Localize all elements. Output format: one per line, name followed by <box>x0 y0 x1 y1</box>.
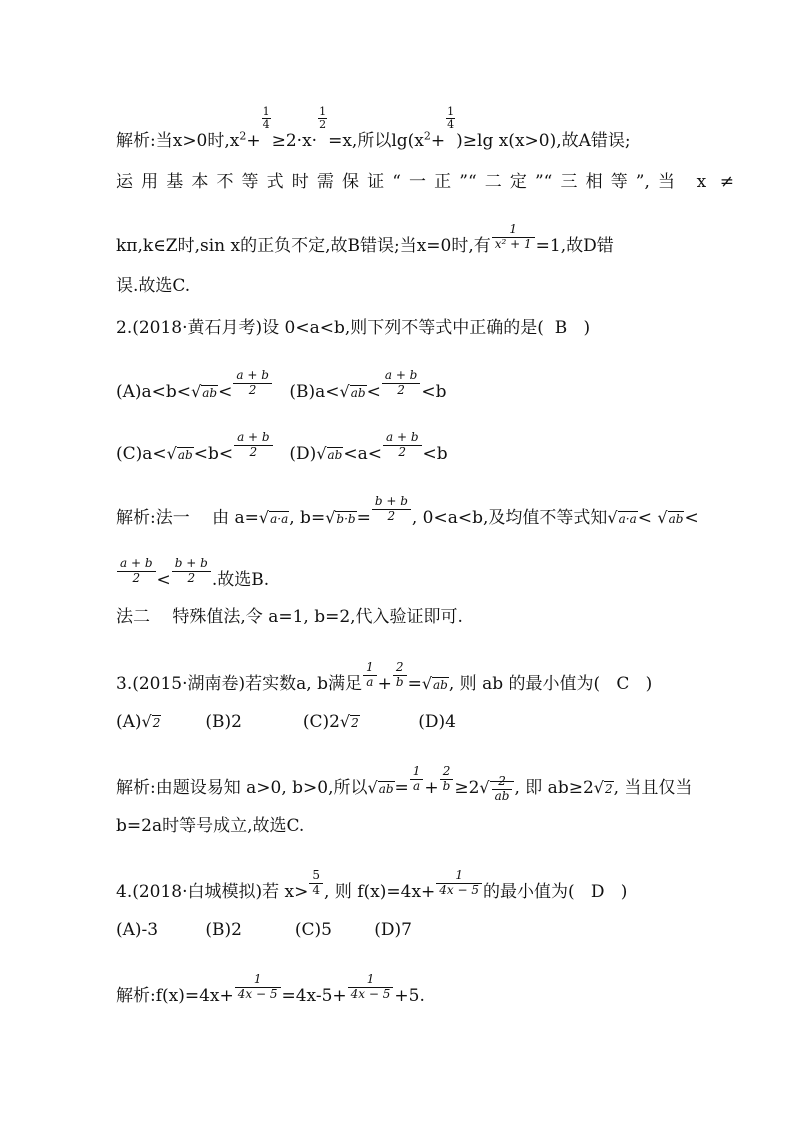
question-3-stem: 3.(2015·湖南卷)若实数a, b满足 $\frac{1}{a}$ + $\frac{2}{b}$ =√ab, 则 ab 的最小值为( C ) <box>116 660 653 694</box>
question-2-stem: 2.(2018·黄石月考)设 0<a<b,则下列不等式中正确的是( B ) <box>116 318 591 338</box>
solution-line-3: kπ,k∈Z时,sin x的正负不定,故B错误;当x=0时,有 $\frac{1}{\text{x² + 1}}$ =1,故D错 <box>116 222 614 256</box>
solution-line-4: 误.故选C. <box>116 276 191 296</box>
question-3-options: (A)√2 (B)2 (C)2√2 (D)4 <box>116 712 456 732</box>
question-2-options-row-2: (C)a<√ab<b< $\frac{a + b}{2}$ (D)√ab<a< $\frac{a + b}{2}$ <b <box>116 430 448 464</box>
question-2-options-row-1: (A)a<b<√ab< $\frac{a + b}{2}$ (B)a<√ab< $\frac{a + b}{2}$ <b <box>116 368 447 402</box>
question-4-solution: 解析:f(x)=4x+ $\frac{1}{4x - 5}$ =4x-5+ $\frac{1}{4x - 5}$ +5. <box>116 972 425 1006</box>
question-2-method-2: 法二 特殊值法,令 a=1, b=2,代入验证即可. <box>116 607 463 627</box>
question-3-solution-line-2: b=2a时等号成立,故选C. <box>116 816 305 836</box>
question-3-solution-line-1: 解析:由题设易知 a>0, b>0,所以√ab= $\frac{1}{a}$ + $\frac{2}{b}$ ≥2√ $\frac{2}{ab}$ , 即 ab≥2√2, 当且仅当 <box>116 764 693 803</box>
question-2-solution-line-1: 解析:法一 由 a=√a·a, b=√b·b= $\frac{b + b}{2}$ , 0<a<b,及均值不等式知√a·a< √ab< <box>116 494 699 528</box>
solution-line-2: 运用基本不等式时需保证“一正”“二定”“三相等”,当 x ≠ <box>116 172 734 192</box>
question-4-stem: 4.(2018·白城模拟)若 x> $\frac{5}{4}$ , 则 f(x)=4x+ $\frac{1}{4x - 5}$ 的最小值为( D ) <box>116 868 628 902</box>
answer-q3: C <box>616 673 630 694</box>
answer-q2: B <box>554 318 568 338</box>
solution-line-1: 解析:当x>0时$,x^2+$ $\frac{1}{4}$ ≥2·x· $\frac{1}{2}$ =x,所以$\lg(x^2+$ $\frac{1}{4}$ )≥lg x(x>0),故A错误; <box>116 105 631 152</box>
answer-q4: D <box>590 881 605 902</box>
question-4-options: (A)-3 (B)2 (C)5 (D)7 <box>116 920 412 940</box>
question-2-solution-line-2: $\frac{a + b}{2}$ < $\frac{b + b}{2}$ .故选B. <box>116 566 734 595</box>
